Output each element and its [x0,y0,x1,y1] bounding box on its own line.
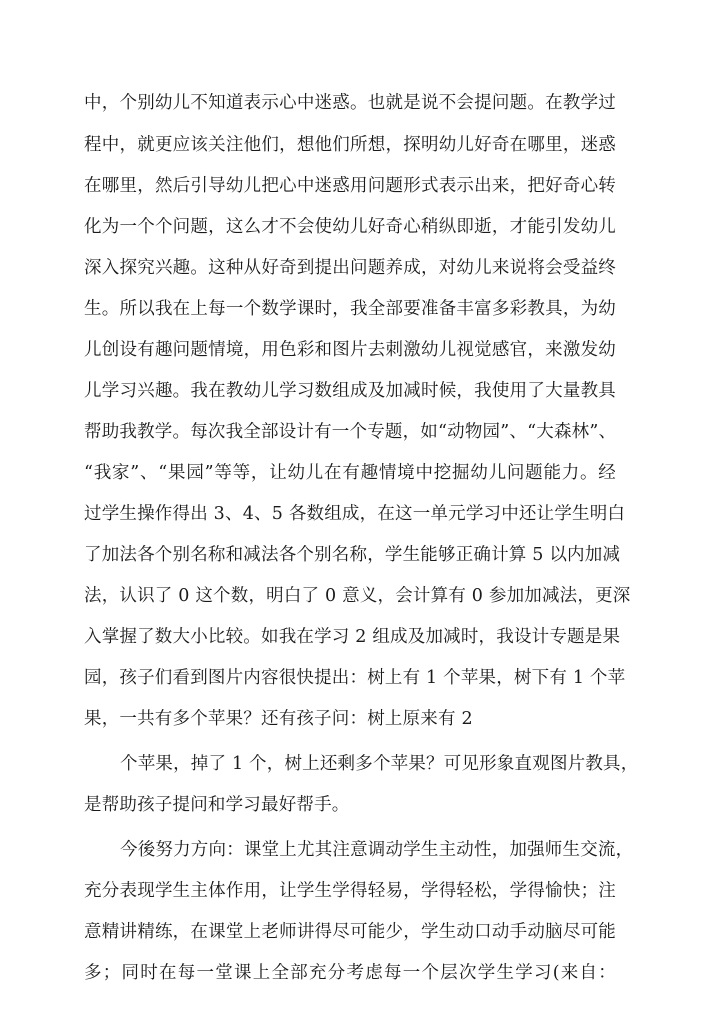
text-line: 法，认识了 0 这个数，明白了 0 意义，会计算有 0 参加加减法，更深 [84,586,631,606]
text-line: 意精讲精练，在课堂上老师讲得尽可能少，学生动口动手动脑尽可能 [84,922,616,942]
text-line: 今後努力方向：课堂上尤其注意调动学生主动性，加强师生交流， [120,840,634,860]
text-line: 果，一共有多个苹果？还有孩子问：树上原来有 2 [84,709,473,729]
text-line: 在哪里，然后引导幼儿把心中迷惑用问题形式表示出来，把好奇心转 [84,176,616,196]
text-line: 个苹果，掉了 1 个，树上还剩多个苹果？可见形象直观图片教具， [120,754,639,774]
text-line: 是帮助孩子提问和学习最好帮手。 [84,795,350,815]
text-line: 生。所以我在上每一个数学课时，我全部要准备丰富多彩教具，为幼 [84,299,616,319]
text-line: 帮助我教学。每次我全部设计有一个专题，如“动物园”、“大森林”、 [84,422,617,442]
text-line: 园，孩子们看到图片内容很快提出：树上有 1 个苹果，树下有 1 个苹 [84,668,626,688]
text-line: 程中，就更应该关注他们，想他们所想，探明幼儿好奇在哪里，迷惑 [84,135,616,155]
text-line: 深入探究兴趣。这种从好奇到提出问题养成，对幼儿来说将会受益终 [84,258,616,278]
text-line: 儿学习兴趣。我在教幼儿学习数组成及加减时候，我使用了大量教具 [84,381,616,401]
text-line: 过学生操作得出 3、4、5 各数组成，在这一单元学习中还让学生明白 [84,504,626,524]
text-line: 充分表现学生主体作用，让学生学得轻易，学得轻松，学得愉快；注 [84,881,616,901]
text-line: 中，个别幼儿不知道表示心中迷惑。也就是说不会提问题。在教学过 [84,93,616,113]
text-line: 多；同时在每一堂课上全部充分考虑每一个层次学生学习(来自： [84,963,616,983]
text-line: 了加法各个别名称和减法各个别名称，学生能够正确计算 5 以内加减 [84,545,621,565]
text-line: 入掌握了数大小比较。如我在学习 2 组成及加减时，我设计专题是果 [84,627,621,647]
text-line: 儿创设有趣问题情境，用色彩和图片去刺激幼儿视觉感官，来激发幼 [84,340,616,360]
text-line: “我家”、“果园”等等，让幼儿在有趣情境中挖掘幼儿问题能力。经 [84,463,616,483]
text-line: 化为一个个问题，这么才不会使幼儿好奇心稍纵即逝，才能引发幼儿 [84,217,616,237]
